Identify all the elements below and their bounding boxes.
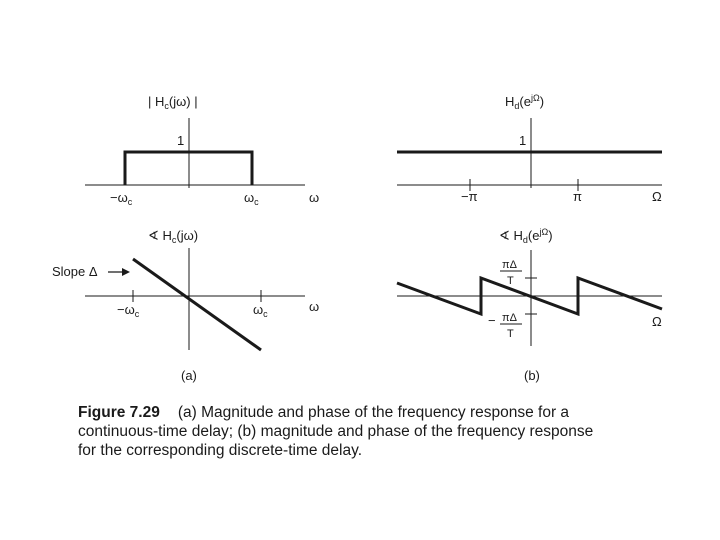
panel-a-phase-pos-cutoff-label: $\omega_c$ [253,302,268,319]
panel-b-magnitude-unit-label: 1 [519,133,527,148]
panel-a-phase-line [133,259,261,350]
slope-arrow-icon [108,268,130,276]
panel-b-pos-pi-label: π [573,189,582,204]
panel-a-phase-neg-cutoff-label: $-\omega_c$ [117,302,140,319]
panel-b-top-denominator: T [507,275,514,287]
panel-a-phase-axis-label: ω [309,299,320,314]
panel-b-label: (b) [524,368,540,383]
panel-a-pos-cutoff-label: $\omega_c$ [244,190,259,207]
panel-b-magnitude-axis-label: Ω [652,189,662,204]
panel-b-bottom-level-fraction [488,312,522,340]
panel-b-neg-pi-label: −π [461,189,478,204]
panel-b-magnitude-plot [397,93,662,204]
panel-b-bottom-denominator: T [507,328,514,340]
panel-a-label: (a) [181,368,197,383]
panel-a-magnitude-unit-label: 1 [177,133,185,148]
caption-figure-label: Figure 7.29 [78,404,160,421]
caption-line-1-text: (a) Magnitude and phase of the frequency response for a [177,404,570,421]
panel-b-magnitude-title: $H_d(e^{j\Omega})$ [505,93,545,111]
panel-b-phase-axis-label: Ω [652,314,662,329]
panel-b-phase-title: ∢ $H_d(e^{j\Omega})$ [499,227,553,245]
panel-a-magnitude-axis-label: ω [309,190,320,205]
panel-b-top-numerator: πΔ [502,259,517,271]
panel-a-magnitude-title: | $H_c(j\omega)$ | [148,94,198,111]
panel-a-neg-cutoff-label: $-\omega_c$ [110,190,133,207]
caption-line-3: for the corresponding discrete-time delay. [78,442,363,459]
panel-a-magnitude-plot [85,94,319,207]
caption-line-2: continuous-time delay; (b) magnitude and phase of the frequency response [78,423,594,440]
panel-b-top-level-fraction [500,259,522,287]
panel-b-bottom-minus: − [488,313,496,328]
panel-a-slope-label: Slope Δ [52,264,98,279]
panel-b-bottom-numerator: πΔ [502,312,517,324]
figure-caption [78,403,678,460]
panel-a-phase-title: ∢ $H_c(j\omega)$ [148,228,199,245]
panel-b-phase-plot [397,227,662,346]
panel-a-phase-plot [52,228,319,350]
caption-line-1 [78,403,678,422]
